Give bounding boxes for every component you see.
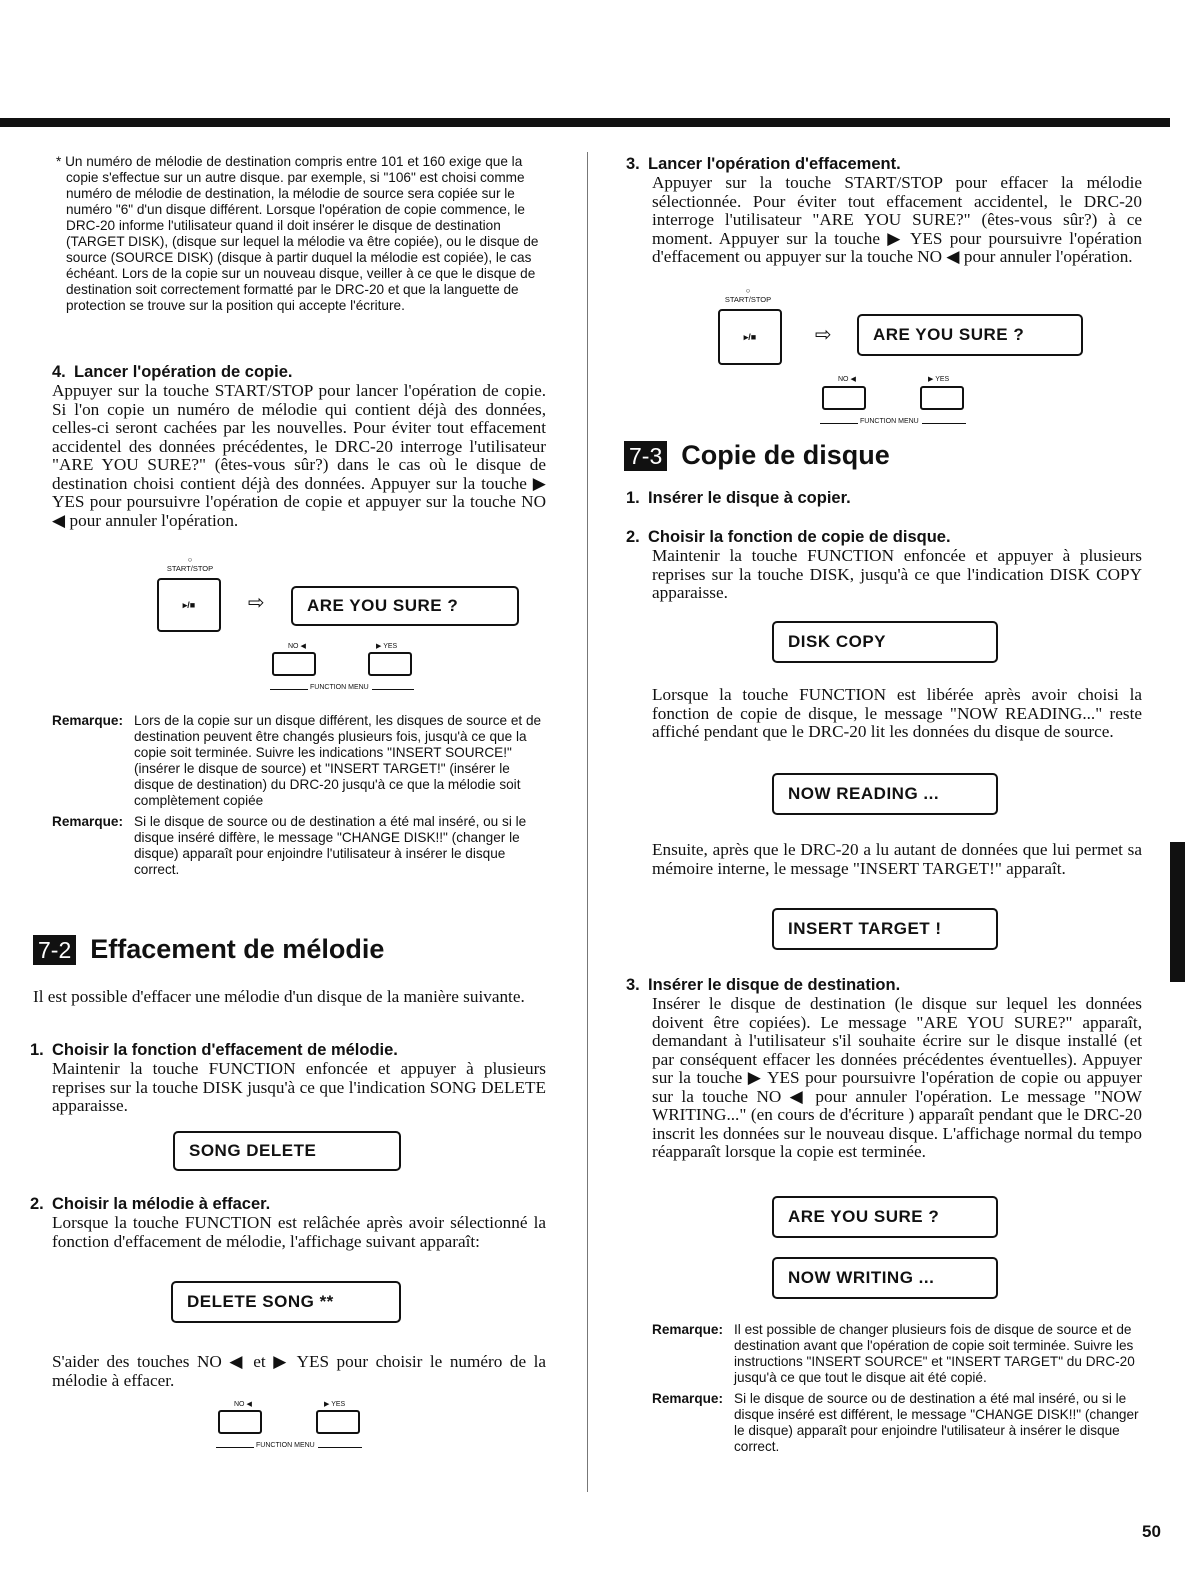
step4-title: Lancer l'opération de copie. xyxy=(74,363,293,381)
step4-heading xyxy=(52,363,546,382)
copy-step1-title: Insérer le disque à copier. xyxy=(648,489,851,507)
copy-step3-body: Insérer le disque de destination (le disque sur lequel les données doivent être copiées). Le message "ARE YOU SURE?" apparaît, demandant à l'utilisateur s'il souhaite écrire sur le disque installé (et par conséquent effacer les données précédentes éventuelles). Appuyer sur la touche ▶ YES pour poursuivre l'opération de copie ou appuyer sur la touche NO ◀ pour annuler l'opération. Le message "NOW WRITING..." (en cours de d'écriture ) apparaît pendant que le DRC-20 inscrit les données sur le nouveau disque. L'affichage normal du tempo réapparaît lorsque la copie est terminée. xyxy=(652,994,1142,1161)
lcd-song-delete: SONG DELETE xyxy=(173,1131,401,1171)
copy-step3-heading xyxy=(626,976,1142,995)
startstop-button-1[interactable]: ▸/■ xyxy=(157,578,221,632)
remark-text: Si le disque de source ou de destination a été mal inséré, ou si le disque inséré diffère, le message "CHANGE DISK!!" (changer le disque) apparaît pour enjoindre l'utilisateur à insérer le disque correct. xyxy=(134,814,527,877)
erase-step2-number: 2. xyxy=(30,1195,44,1213)
lcd-now-writing: NOW WRITING ... xyxy=(772,1257,998,1299)
left-column xyxy=(52,154,546,314)
remark-1 xyxy=(52,713,546,809)
lcd-are-you-sure-1: ARE YOU SURE ? xyxy=(291,586,519,626)
erase-step2-body2: S'aider des touches NO ◀ et ▶ YES pour choisir le numéro de la mélodie à effacer. xyxy=(52,1352,546,1390)
remark-label: Remarque: xyxy=(52,814,124,829)
copy-step2-extra xyxy=(652,686,1142,742)
function-menu-label-2: FUNCTION MENU xyxy=(256,1442,315,1449)
erase-step3-heading xyxy=(626,155,1142,174)
fm-line-left-1 xyxy=(270,689,308,690)
right-remarks xyxy=(652,1322,1144,1455)
erase-step2-extra xyxy=(52,1353,546,1390)
fm-line-right-1 xyxy=(372,689,414,690)
fm-line-left-2 xyxy=(216,1447,254,1448)
lcd-are-you-sure-2: ARE YOU SURE ? xyxy=(857,314,1083,356)
arrow-icon-2: ⇨ xyxy=(815,322,832,346)
copy-step2-body: Maintenir la touche FUNCTION enfoncée et appuyer à plusieurs reprises sur la touche DISK, jusqu'à ce que l'indication DISK COPY apparaisse. xyxy=(652,546,1142,602)
page-number: 50 xyxy=(1142,1522,1161,1541)
remark-text: Si le disque de source ou de destination a été mal inséré, ou si le disque inséré est différent, le message "CHANGE DISK!!" (changer le disque) apparaît pour enjoindre l'utilisateur à insérer le disque correct. xyxy=(734,1391,1139,1454)
fm-line-left-3 xyxy=(820,423,858,424)
copy-step2-number: 2. xyxy=(626,528,640,546)
erase-step3-title: Lancer l'opération d'effacement. xyxy=(648,155,901,173)
copy-step3-number: 3. xyxy=(626,976,640,994)
copy-step2-title: Choisir la fonction de copie de disque. xyxy=(648,528,951,546)
remark-label: Remarque: xyxy=(652,1322,724,1337)
section-badge: 7-3 xyxy=(624,441,667,471)
no-key-1[interactable] xyxy=(272,652,316,676)
copy-step1-number: 1. xyxy=(626,489,640,507)
function-menu-label-3: FUNCTION MENU xyxy=(860,418,919,425)
remark-text: Il est possible de changer plusieurs fois de disque de source et de destination avant que l'opération de copie soit terminée. Suivre les instructions "INSERT SOURCE" et "INSERT TARGET" du DRC-20 jusqu'à ce que tout le disque ait été copié. xyxy=(734,1322,1135,1385)
erase-step1 xyxy=(30,1041,546,1116)
copy-step2-extra2 xyxy=(652,841,1142,878)
top-rule xyxy=(0,118,1170,127)
lcd-insert-target: INSERT TARGET ! xyxy=(772,908,998,950)
erase-step1-body: Maintenir la touche FUNCTION enfoncée et appuyer à plusieurs reprises sur la touche DISK jusqu'à ce que l'indication SONG DELETE apparaisse. xyxy=(52,1059,546,1115)
intro xyxy=(33,988,546,1007)
startstop-label-1: ○ START/STOP xyxy=(166,555,214,573)
no-label-2: NO ◀ xyxy=(234,1401,252,1408)
remark-2 xyxy=(52,814,546,878)
left-remarks xyxy=(52,713,546,878)
yes-label-2: ▶ YES xyxy=(324,1401,346,1408)
startstop-label-2: ○ START/STOP xyxy=(724,286,772,304)
yes-label-1: ▶ YES xyxy=(376,643,398,650)
erase-step2-title: Choisir la mélodie à effacer. xyxy=(52,1195,271,1213)
copy-step2-heading xyxy=(626,528,1142,547)
section-title: Copie de disque xyxy=(681,440,890,470)
copy-step2-body3: Ensuite, après que le DRC-20 a lu autant de données que lui permet sa mémoire interne, le message "INSERT TARGET!" apparaît. xyxy=(652,840,1142,878)
copy-step2-body2: Lorsque la touche FUNCTION est libérée après avoir choisi la fonction de copie de disque, le message "NOW READING..." reste affiché pendant que le DRC-20 lit les données du disque de source. xyxy=(652,685,1142,741)
remark-text: Lors de la copie sur un disque différent, les disques de source et de destination peuvent être changés plusieurs fois, jusqu'à ce que la copie soit terminée. Suivre les indications "INSERT SOURCE!" (insérer le disque de source) et "INSERT TARGET!" (insérer le disque de destination) du DRC-20 jusqu'à ce que la mélodie soit complètement copiée xyxy=(134,713,542,808)
step4 xyxy=(52,363,546,530)
yes-key-2[interactable] xyxy=(316,1410,360,1434)
remark-label: Remarque: xyxy=(652,1391,724,1406)
erase-step2-heading xyxy=(30,1195,546,1214)
remark-3 xyxy=(652,1322,1144,1386)
step4-number: 4. xyxy=(52,363,66,381)
fm-line-right-2 xyxy=(318,1447,362,1448)
page-edge-tab xyxy=(1170,842,1185,982)
copy-step3-title: Insérer le disque de destination. xyxy=(648,976,901,994)
star-note: * Un numéro de mélodie de destination compris entre 101 et 160 exige que la copie s'effectue sur un autre disque. par exemple, si "106" est choisi comme numéro de mélodie de destination, la mélodie de source sera copiée sur le numéro "6" d'un disque différent. Lorsque l'opération de copie commence, le DRC-20 informe l'utilisateur quand il doit insérer le disque de destination (TARGET DISK), (disque sur lequel la mélodie va être copiée), ou le disque de source (SOURCE DISK) (disque à partir duquel la mélodie est copiée), le cas échéant. Lors de la copie sur un nouveau disque, veiller à ce que le disque de destination soit correctement formatté par le DRC-20 et que la languette de protection se trouve sur la position qui accepte l'écriture. xyxy=(56,154,539,313)
erase-step2-body: Lorsque la touche FUNCTION est relâchée après avoir sélectionné la fonction d'effacement de mélodie, l'affichage suivant apparaît: xyxy=(52,1213,546,1251)
erase-step3-body: Appuyer sur la touche START/STOP pour effacer la mélodie sélectionnée. Pour éviter tout effacement accidentel, le DRC-20 interroge l'utilisateur "ARE YOU SURE?" (êtes-vous sûr?) à ce moment. Appuyer sur la touche ▶ YES pour poursuivre l'opération d'effacement ou appuyer sur la touche NO ◀ pour annuler l'opération. xyxy=(652,173,1142,266)
intro-text: Il est possible d'effacer une mélodie d'un disque de la manière suivante. xyxy=(33,987,525,1006)
erase-step3-number: 3. xyxy=(626,155,640,173)
erase-step1-number: 1. xyxy=(30,1041,44,1059)
no-key-2[interactable] xyxy=(218,1410,262,1434)
copy-step2 xyxy=(626,528,1142,603)
lcd-now-reading: NOW READING ... xyxy=(772,773,998,815)
section-7-3 xyxy=(624,440,1144,471)
yes-label-3: ▶ YES xyxy=(928,376,950,383)
function-menu-label-1: FUNCTION MENU xyxy=(310,684,369,691)
section-badge: 7-2 xyxy=(33,935,76,965)
erase-step1-heading xyxy=(30,1041,546,1060)
copy-step3 xyxy=(626,976,1142,1162)
column-divider xyxy=(587,152,588,1492)
section-heading xyxy=(33,934,553,965)
copy-step1-heading xyxy=(626,489,1142,508)
section-heading xyxy=(624,440,1144,471)
section-7-2 xyxy=(33,934,553,965)
lcd-are-you-sure-3: ARE YOU SURE ? xyxy=(772,1196,998,1238)
erase-step1-title: Choisir la fonction d'effacement de mélodie. xyxy=(52,1041,398,1059)
yes-key-1[interactable] xyxy=(368,652,412,676)
startstop-button-2[interactable]: ▸/■ xyxy=(718,309,782,365)
no-label-3: NO ◀ xyxy=(838,376,856,383)
erase-step2 xyxy=(30,1195,546,1251)
remark-label: Remarque: xyxy=(52,713,124,728)
step4-body: Appuyer sur la touche START/STOP pour lancer l'opération de copie. Si l'on copie un numéro de mélodie qui contient déjà des données, celles-ci seront cachées par les nouvelles. Pour éviter tout effacement accidentel des données précédentes, le DRC-20 interroge l'utilisateur "ARE YOU SURE?" (êtes-vous sûr?) dans le cas où le disque de destination choisi contient déjà des données. Appuyer sur la touche ▶ YES pour poursuivre l'opération de copie et appuyer sur la touche NO ◀ pour annuler l'opération. xyxy=(52,381,546,530)
arrow-icon-1: ⇨ xyxy=(248,590,265,614)
remark-4 xyxy=(652,1391,1144,1455)
lcd-disk-copy: DISK COPY xyxy=(772,621,998,663)
copy-step1 xyxy=(626,489,1142,508)
fm-line-right-3 xyxy=(922,423,966,424)
no-key-3[interactable] xyxy=(822,386,866,410)
yes-key-3[interactable] xyxy=(920,386,964,410)
erase-step3 xyxy=(626,155,1142,267)
section-title: Effacement de mélodie xyxy=(90,934,385,964)
no-label-1: NO ◀ xyxy=(288,643,306,650)
lcd-delete-song: DELETE SONG ** xyxy=(171,1281,401,1323)
